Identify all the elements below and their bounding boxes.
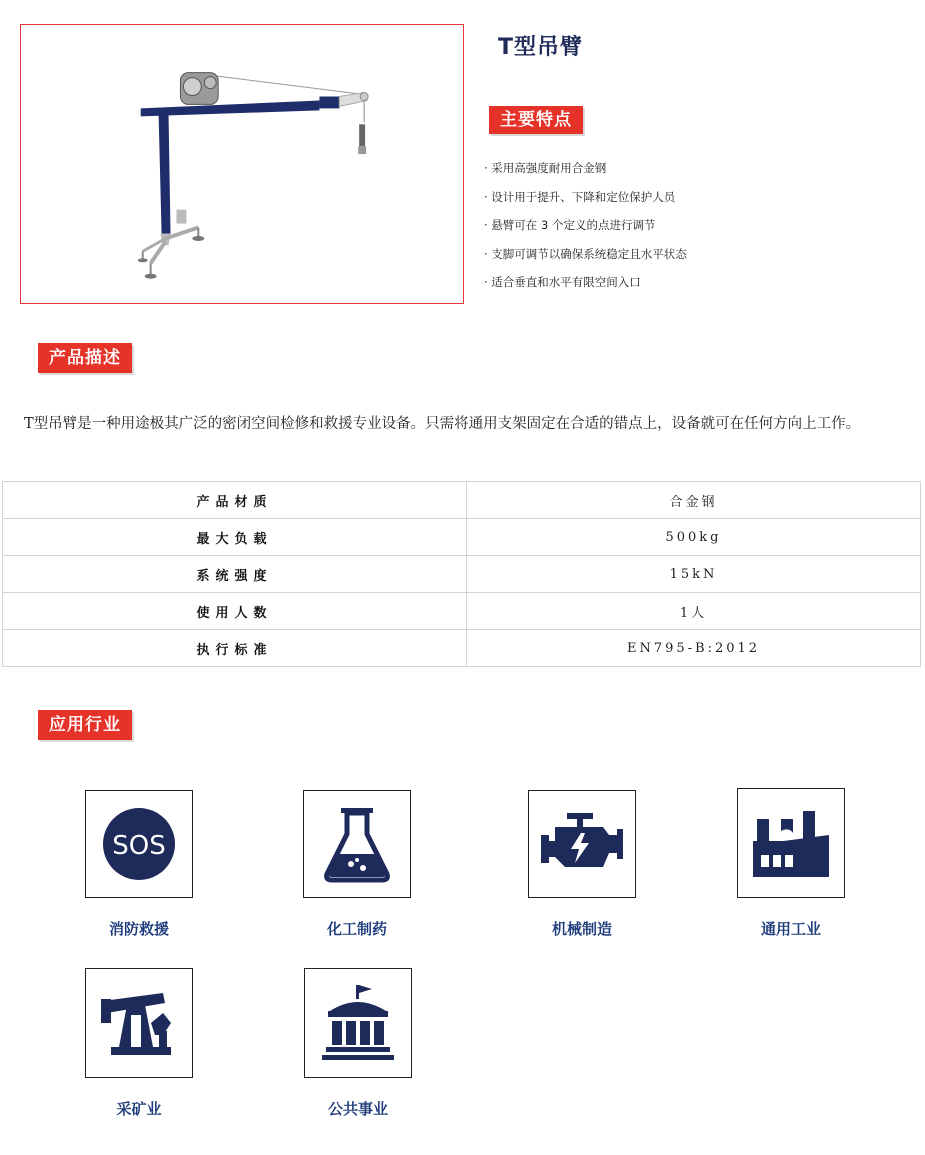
feature-item: · 采用高强度耐用合金钢 [484, 161, 607, 175]
feature-item: · 适合垂直和水平有限空间入口 [484, 275, 641, 289]
industry-icon-box [528, 790, 636, 898]
product-title: T型吊臂 [498, 35, 584, 60]
sos-icon [94, 799, 184, 889]
description-heading: 产品描述 [38, 343, 132, 373]
table-row [3, 593, 921, 630]
table-row [3, 630, 921, 667]
spec-value: 500kg [467, 519, 921, 556]
industry-icon-box [85, 968, 193, 1078]
spec-value: 15kN [467, 556, 921, 593]
pumpjack-icon [97, 983, 181, 1063]
industry-label: 化工制药 [326, 920, 387, 938]
industry-item [64, 968, 214, 1119]
spec-key: 系统强度 [3, 556, 467, 593]
spec-key: 执行标准 [3, 630, 467, 667]
industry-item [283, 968, 433, 1119]
flask-icon [317, 804, 397, 884]
factory-icon [749, 801, 833, 885]
features-heading: 主要特点 [489, 106, 583, 134]
spec-key: 使用人数 [3, 593, 467, 630]
spec-key: 最大负载 [3, 519, 467, 556]
table-row [3, 482, 921, 519]
sos-icon-text: SOS [112, 831, 166, 861]
feature-item: · 设计用于提升、下降和定位保护人员 [484, 189, 676, 204]
industry-icon-box [85, 790, 193, 898]
public-building-icon [318, 981, 398, 1065]
specs-table [2, 481, 921, 667]
industries-heading: 应用行业 [38, 710, 132, 740]
industry-icon-box [303, 790, 411, 898]
industry-label: 消防救援 [108, 920, 169, 938]
feature-item: · 支脚可调节以确保系统稳定且水平状态 [484, 246, 687, 261]
industry-icon-box [737, 788, 845, 898]
table-row [3, 519, 921, 556]
industry-label: 采矿业 [116, 1100, 162, 1118]
spec-value: EN795-B:2012 [467, 630, 921, 667]
industry-item [282, 790, 432, 939]
industry-item [507, 790, 657, 939]
industry-icon-box [304, 968, 412, 1078]
engine-icon [537, 809, 627, 879]
spec-value: 合金钢 [467, 482, 921, 519]
davit-arm-illustration [21, 25, 463, 303]
table-row [3, 556, 921, 593]
feature-item: · 悬臂可在 3 个定义的点进行调节 [484, 218, 656, 232]
product-image [20, 24, 464, 304]
spec-key: 产品材质 [3, 482, 467, 519]
features-list [484, 158, 687, 301]
industry-label: 机械制造 [551, 920, 612, 938]
industry-label: 公共事业 [327, 1100, 388, 1118]
industry-item [716, 788, 866, 939]
spec-value: 1人 [467, 593, 921, 630]
industry-label: 通用工业 [760, 920, 821, 938]
industry-item [64, 790, 214, 939]
description-text: T型吊臂是一种用途极其广泛的密闭空间检修和救援专业设备。只需将通用支架固定在合适的错点上，设备就可在任何方向上工作。 [24, 416, 861, 432]
